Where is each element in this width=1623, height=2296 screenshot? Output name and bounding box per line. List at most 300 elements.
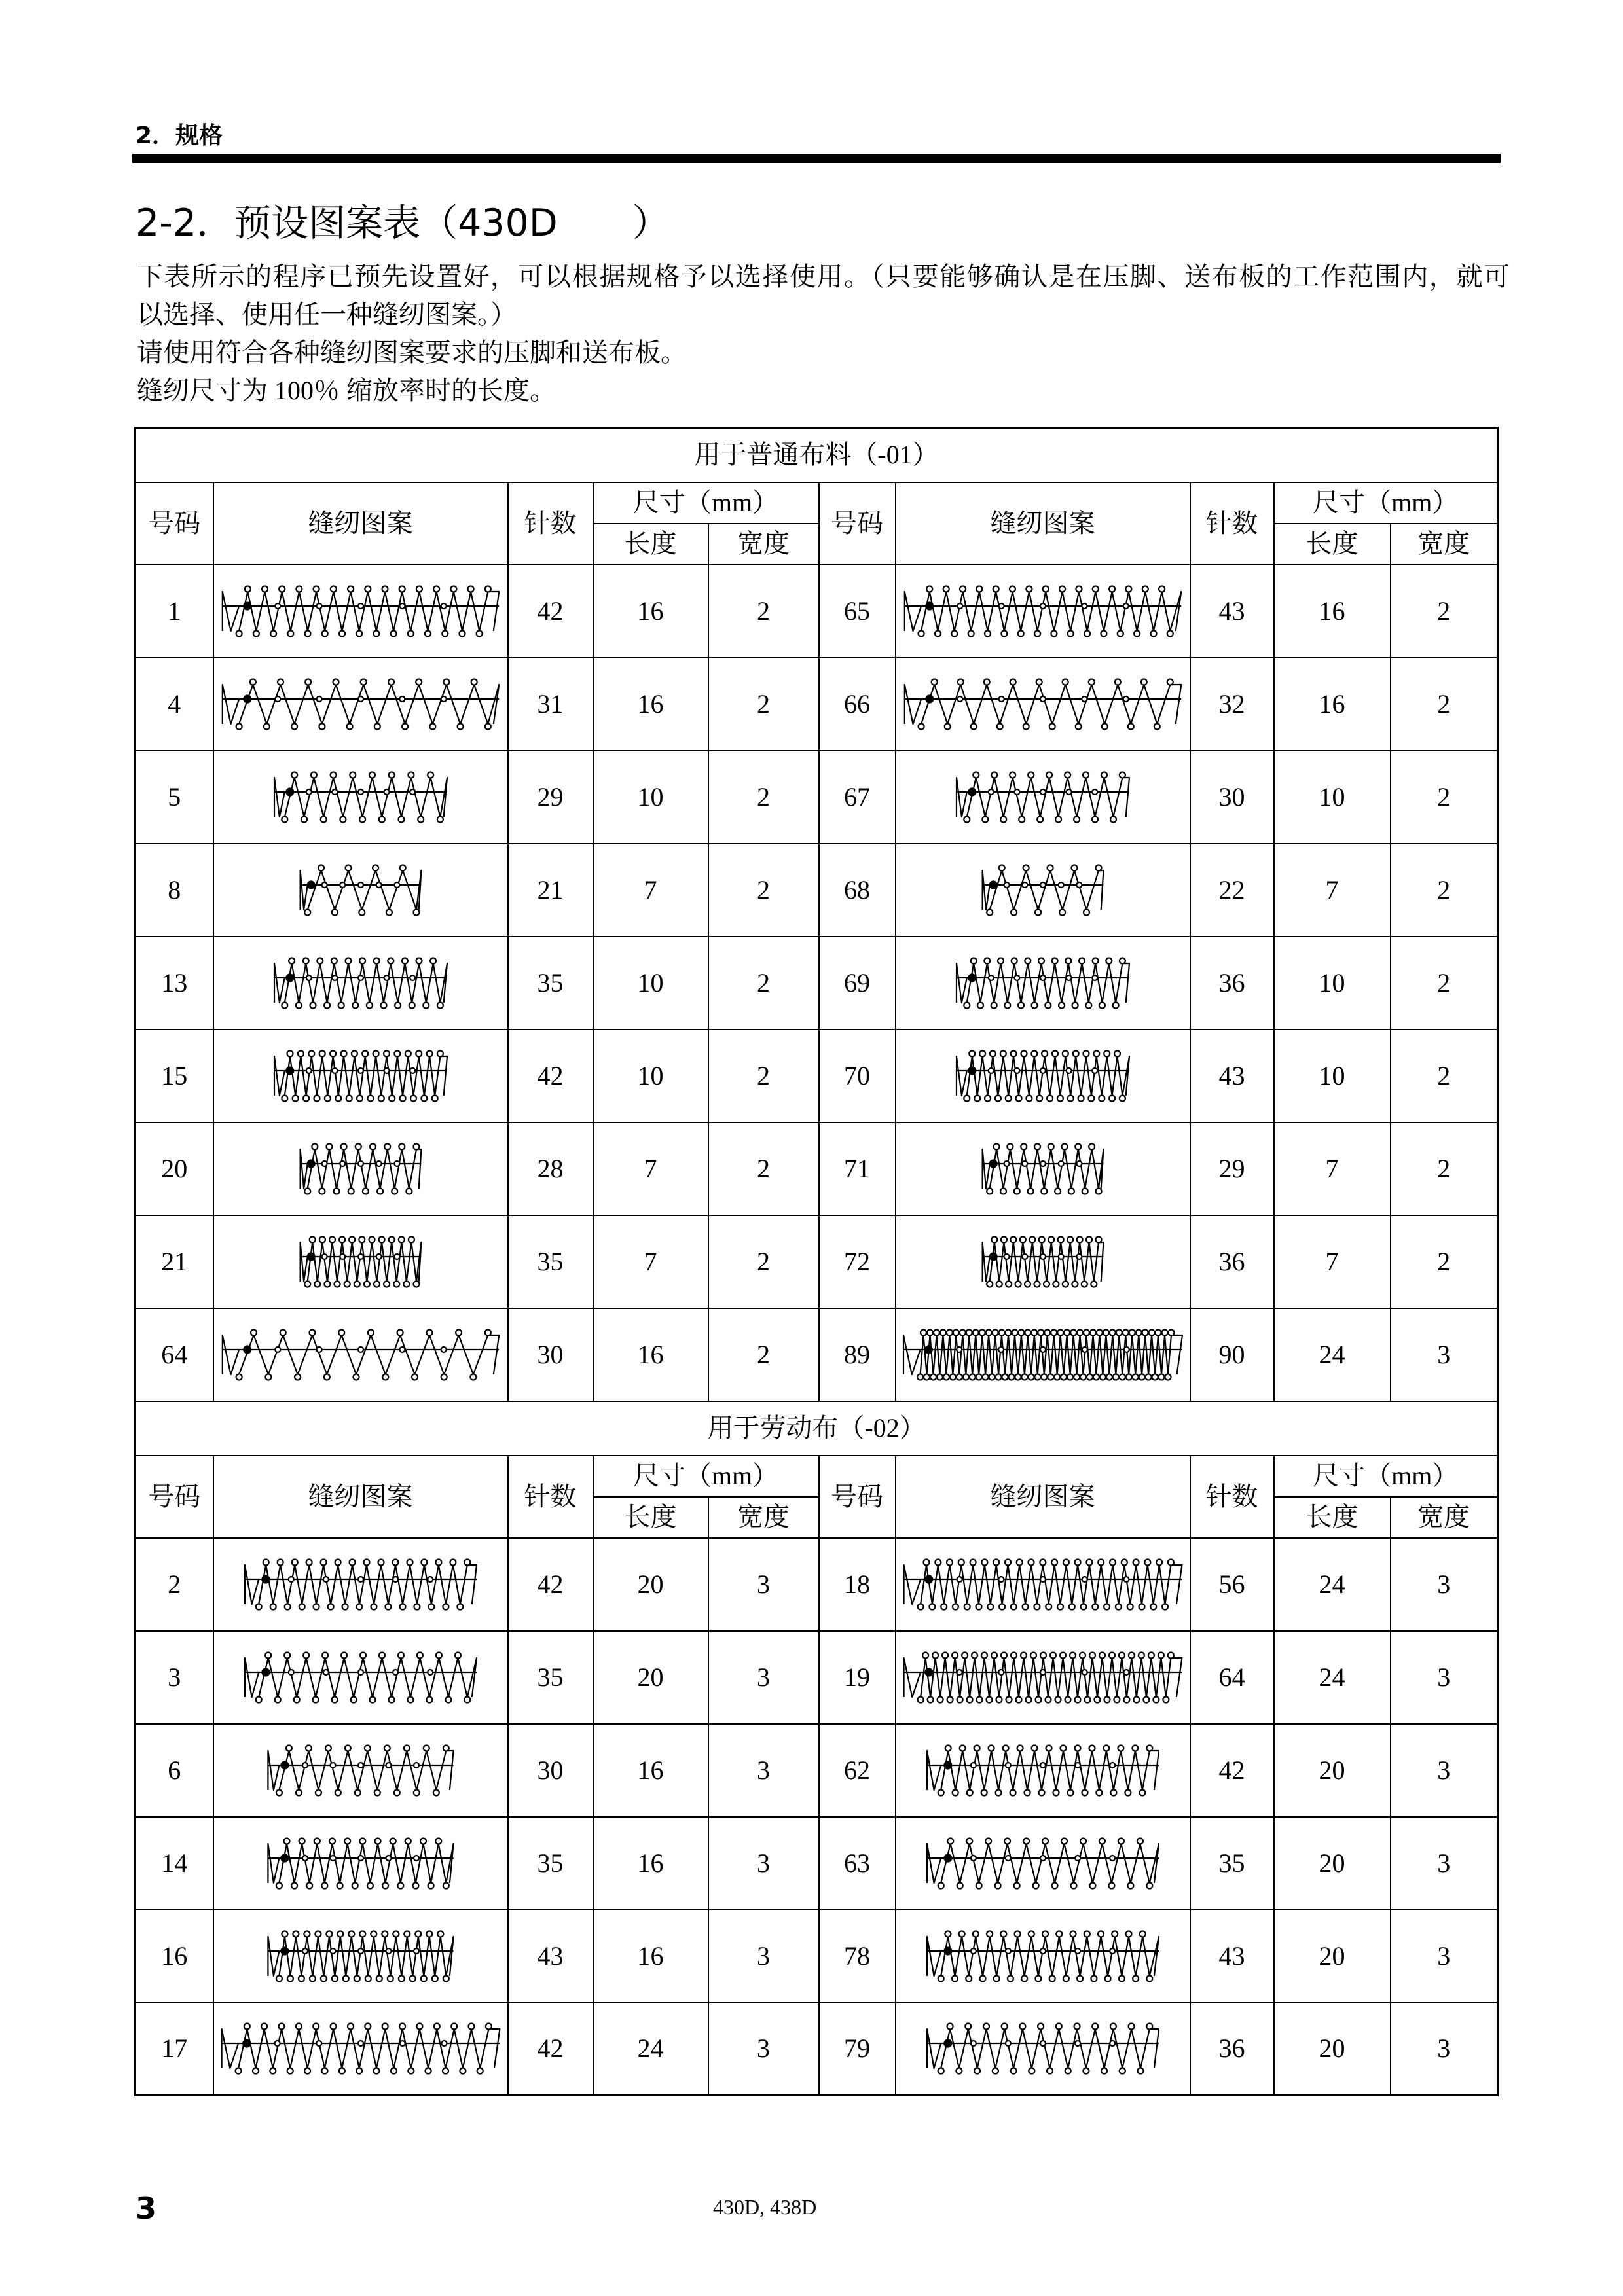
needle-point [952,1652,958,1658]
needle-point [398,1236,404,1242]
needle-point [360,679,366,685]
needle-point [369,772,375,778]
needle-point [398,1652,404,1658]
preset-pattern-table [134,427,1499,2096]
needle-point [1048,1374,1053,1380]
needle-point [1048,1143,1053,1149]
needle-point [339,630,345,636]
needle-point [279,586,285,592]
section-title-row [136,428,1498,482]
needle-point [399,696,405,702]
needle-point [1067,1374,1073,1380]
needle-point [378,1236,384,1242]
needle-point [354,1789,360,1795]
start-tack-line [904,592,921,631]
needle-point [1065,772,1070,778]
column-header-number: 号码 [136,1456,213,1538]
needle-point [1139,1789,1145,1795]
needle-point [402,723,408,729]
needle-point [330,1948,335,1954]
sewing-width: 3 [708,1724,819,1817]
needle-point [356,1604,362,1609]
start-point-marker [262,1668,269,1676]
stitch-path [268,1745,453,1795]
needle-point [991,772,997,778]
needle-point [1022,1254,1027,1259]
needle-point [989,1374,994,1380]
stitch-count: 31 [508,658,593,751]
needle-point [386,1763,391,1768]
needle-point [428,1670,433,1675]
needle-point [1132,1745,1138,1751]
needle-point [410,789,415,795]
needle-point [1104,1050,1110,1056]
stitch-pattern-cell [896,1538,1190,1631]
needle-point [1031,1329,1037,1335]
needle-point [304,630,310,636]
pattern-number: 65 [819,565,896,658]
needle-point [377,1188,383,1194]
needle-point [974,1095,980,1101]
needle-point [331,1696,337,1702]
needle-point [1063,1559,1068,1565]
start-tack-line [957,963,967,1003]
needle-point [1017,630,1023,636]
needle-point [1021,1652,1027,1658]
start-point-marker [944,1947,951,1954]
needle-point [1084,1696,1090,1702]
needle-point [929,1604,935,1609]
needle-point [1036,1095,1042,1101]
needle-point [310,772,316,778]
needle-point [957,679,963,685]
needle-point [1068,1188,1074,1194]
stitch-path [300,1236,421,1287]
needle-point [1019,1236,1025,1242]
needle-point [477,2068,483,2074]
needle-point [412,1374,418,1380]
needle-point [1085,1002,1091,1008]
needle-point [1046,1604,1051,1609]
needle-point [306,975,311,980]
needle-point [351,1050,357,1056]
needle-point [1005,2041,1010,2046]
sewing-length: 10 [593,937,708,1030]
needle-point [314,1281,320,1287]
needle-point [1099,1002,1104,1008]
stitch-count: 90 [1190,1308,1274,1401]
stitch-pattern-cell [896,565,1190,658]
stitch-count: 35 [508,1631,593,1724]
needle-point [244,586,250,592]
needle-point [1060,1745,1066,1751]
needle-point [1154,723,1159,729]
needle-point [1027,1188,1033,1194]
needle-point [468,2024,474,2030]
stitch-path [274,1050,447,1101]
needle-point [416,1652,422,1658]
needle-point [1123,696,1128,702]
needle-point [293,1696,299,1702]
needle-point [1112,1002,1118,1008]
needle-point [456,1329,462,1335]
needle-point [1095,1236,1101,1242]
needle-point [957,696,962,702]
needle-point [285,1745,291,1751]
stitch-pattern-cell [896,1631,1190,1724]
needle-point [1083,1050,1089,1056]
needle-point [1119,958,1125,963]
zigzag-stitch-line [284,1056,440,1096]
needle-point [332,1068,337,1073]
needle-point [1125,1789,1131,1795]
needle-point [1084,1931,1089,1937]
stitch-pattern-icon [217,1914,505,1999]
stitch-pattern-cell [213,1122,508,1215]
needle-point [331,909,337,915]
needle-point [374,1838,380,1844]
needle-point [1094,1696,1100,1702]
needle-point [1010,1236,1016,1242]
zigzag-stitch-line [279,1751,446,1790]
needle-point [1075,1143,1081,1149]
needle-point [1168,1329,1174,1335]
needle-point [1002,1745,1008,1751]
column-header-length: 长度 [1274,524,1391,565]
needle-point [992,1329,998,1335]
needle-point [1070,1652,1076,1658]
needle-point [985,1095,991,1101]
stitch-pattern-icon [217,1728,505,1813]
needle-point [418,816,424,822]
needle-point [991,1002,996,1008]
needle-point [941,1604,947,1609]
needle-point [414,1856,419,1861]
needle-point [358,1161,363,1166]
stitch-pattern-icon [899,1821,1187,1906]
start-tack-line [982,1149,989,1189]
needle-point [421,1559,427,1565]
needle-point [1010,586,1015,592]
stitch-count: 36 [1190,2003,1274,2096]
needle-point [1086,1236,1092,1242]
column-header-number: 号码 [136,482,213,565]
needle-point [988,975,993,980]
needle-point [976,1882,981,1888]
needle-point [346,1095,352,1101]
needle-point [1118,1838,1123,1844]
needle-point [428,1882,433,1888]
needle-point [1034,1374,1040,1380]
needle-point [324,1281,330,1287]
needle-point [1040,1347,1046,1352]
end-tack-line [1170,685,1181,724]
needle-point [1118,1745,1123,1751]
needle-point [358,975,363,980]
needle-point [1074,1696,1080,1702]
needle-point [390,1838,395,1844]
needle-point [374,723,380,729]
needle-point [1082,1347,1087,1352]
needle-point [1035,1696,1041,1702]
needle-point [1036,679,1042,685]
needle-point [1011,958,1017,963]
sewing-length: 20 [593,1538,708,1631]
needle-point [327,1604,333,1609]
needle-point [964,1604,970,1609]
start-tack-line [957,778,967,817]
needle-point [413,1281,419,1287]
needle-point [1034,1281,1040,1287]
needle-point [1106,958,1112,963]
needle-point [329,1236,335,1242]
needle-point [313,1604,319,1609]
needle-point [288,1670,293,1675]
start-tack-line [300,1242,307,1282]
needle-point [1017,1745,1023,1751]
needle-point [966,1975,972,1981]
needle-point [998,603,1004,609]
needle-point [384,975,389,980]
stitch-count: 36 [1190,1215,1274,1308]
needle-point [358,696,363,702]
zigzag-stitch-line [921,592,1170,631]
needle-point [330,1856,335,1861]
needle-point [1139,1931,1145,1937]
needle-point [1011,1652,1017,1658]
needle-point [442,630,448,636]
pattern-number: 13 [136,937,213,1030]
needle-point [979,1975,985,1981]
sewing-width: 3 [708,1538,819,1631]
needle-point [358,882,363,888]
needle-point [970,1559,976,1565]
start-tack-line [222,1335,238,1374]
sewing-width: 2 [708,1308,819,1401]
needle-point [1145,1374,1151,1380]
needle-point [1146,1882,1152,1888]
needle-point [1022,882,1027,888]
needle-point [330,1763,335,1768]
needle-point [984,958,990,963]
needle-point [981,1559,987,1565]
needle-point [934,1329,939,1335]
needle-point [398,1975,404,1981]
needle-point [946,1329,952,1335]
needle-point [295,1374,301,1380]
needle-point [415,1931,421,1937]
needle-point [389,1095,395,1101]
needle-point [441,603,446,609]
needle-point [1106,1374,1112,1380]
needle-point [1071,865,1077,870]
needle-point [313,586,319,592]
needle-point [1088,679,1094,685]
needle-point [320,1975,326,1981]
needle-point [938,1789,943,1795]
zigzag-stitch-line [307,870,416,910]
stitch-pattern-icon [899,941,1187,1026]
needle-point [344,1838,350,1844]
needle-point [376,882,381,888]
stitch-count: 42 [508,565,593,658]
needle-point [450,586,456,592]
needle-point [1093,1374,1099,1380]
needle-point [423,1745,429,1751]
needle-point [1053,1789,1059,1795]
needle-point [382,586,388,592]
needle-point [1101,772,1107,778]
table-row [136,844,1498,937]
needle-point [996,1281,1002,1287]
needle-point [1074,1559,1080,1565]
needle-point [1115,1604,1121,1609]
needle-point [1074,1745,1080,1751]
needle-point [957,603,962,609]
needle-point [348,586,354,592]
needle-point [1029,1236,1035,1242]
needle-point [426,1696,432,1702]
needle-point [972,1652,977,1658]
stitch-count: 30 [508,1724,593,1817]
stitch-path [222,586,498,636]
sewing-length: 7 [593,844,708,937]
end-tack-line [488,592,499,631]
column-header-size: 尺寸（mm） [1274,482,1498,524]
needle-point [1114,679,1120,685]
needle-point [1030,1652,1036,1658]
needle-point [1090,1329,1096,1335]
needle-point [358,1856,363,1861]
needle-point [1049,723,1055,729]
needle-point [970,958,976,963]
needle-point [428,1604,434,1609]
stitch-pattern-icon [217,755,505,840]
table-row [136,1724,1498,1817]
needle-point [376,1161,381,1166]
needle-point [363,1281,369,1287]
needle-point [485,2024,491,2030]
needle-point [393,1670,398,1675]
needle-point [321,2068,327,2074]
needle-point [338,2068,344,2074]
needle-point [1125,1374,1131,1380]
needle-point [1048,1236,1054,1242]
needle-point [1110,2041,1115,2046]
needle-point [302,958,308,963]
needle-point [340,1161,345,1166]
needle-point [371,1604,376,1609]
needle-point [1093,1050,1099,1056]
stitch-count: 28 [508,1122,593,1215]
needle-point [1026,586,1032,592]
needle-point [1076,1161,1082,1166]
needle-point [1022,1161,1027,1166]
needle-point [380,1002,386,1008]
needle-point [403,1745,409,1751]
pattern-number: 5 [136,751,213,844]
stitch-path [300,1143,421,1194]
needle-point [270,1604,276,1609]
sewing-width: 2 [708,844,819,937]
start-tack-line [222,592,238,631]
needle-point [386,1948,391,1954]
needle-point [394,1254,399,1259]
zigzag-stitch-line [989,870,1098,910]
needle-point [342,1604,348,1609]
needle-point [1109,1652,1115,1658]
needle-point [1004,1002,1010,1008]
needle-point [284,1604,290,1609]
needle-point [1051,630,1057,636]
needle-point [1047,2068,1053,2074]
needle-point [330,586,336,592]
needle-point [1143,1696,1149,1702]
needle-point [1040,603,1046,609]
needle-point [338,1002,344,1008]
stitch-pattern-cell [213,2003,508,2096]
needle-point [345,865,351,870]
stitch-path [268,1931,453,1981]
needle-point [393,1577,398,1582]
needle-point [1066,789,1071,795]
needle-point [326,1931,332,1937]
needle-point [1125,1931,1131,1937]
pattern-number: 6 [136,1724,213,1817]
needle-point [1005,1856,1010,1861]
needle-point [1080,1838,1086,1844]
needle-point [1119,1095,1125,1101]
start-tack-line [903,1658,921,1697]
needle-point [315,1931,321,1937]
needle-point [1066,1068,1071,1073]
start-point-marker [968,974,976,981]
needle-point [927,1329,933,1335]
needle-point [1065,1696,1070,1702]
stitch-path [957,958,1129,1008]
needle-point [998,1347,1004,1352]
needle-point [398,816,404,822]
start-tack-line [927,2029,941,2068]
needle-point [352,1002,358,1008]
needle-point [309,1329,315,1335]
needle-point [235,2068,241,2074]
needle-point [464,1559,470,1565]
needle-point [1132,1374,1138,1380]
needle-point [935,630,941,636]
needle-point [938,1882,943,1888]
needle-point [306,1068,311,1073]
needle-point [445,1696,451,1702]
needle-point [441,1374,447,1380]
column-header-row [136,482,1498,524]
needle-point [1000,1931,1006,1937]
needle-point [994,1882,1000,1888]
needle-point [312,1696,318,1702]
needle-point [1058,1161,1063,1166]
needle-point [931,679,937,685]
needle-point [302,1948,308,1954]
sewing-length: 16 [1274,658,1391,751]
column-header-stitches: 针数 [508,1456,593,1538]
stitch-pattern-cell [896,1030,1190,1122]
stitch-pattern-icon [217,2006,505,2091]
needle-point [1075,1763,1080,1768]
needle-point [373,1050,378,1056]
needle-point [263,723,269,729]
needle-point [1064,1329,1070,1335]
needle-point [395,1002,401,1008]
